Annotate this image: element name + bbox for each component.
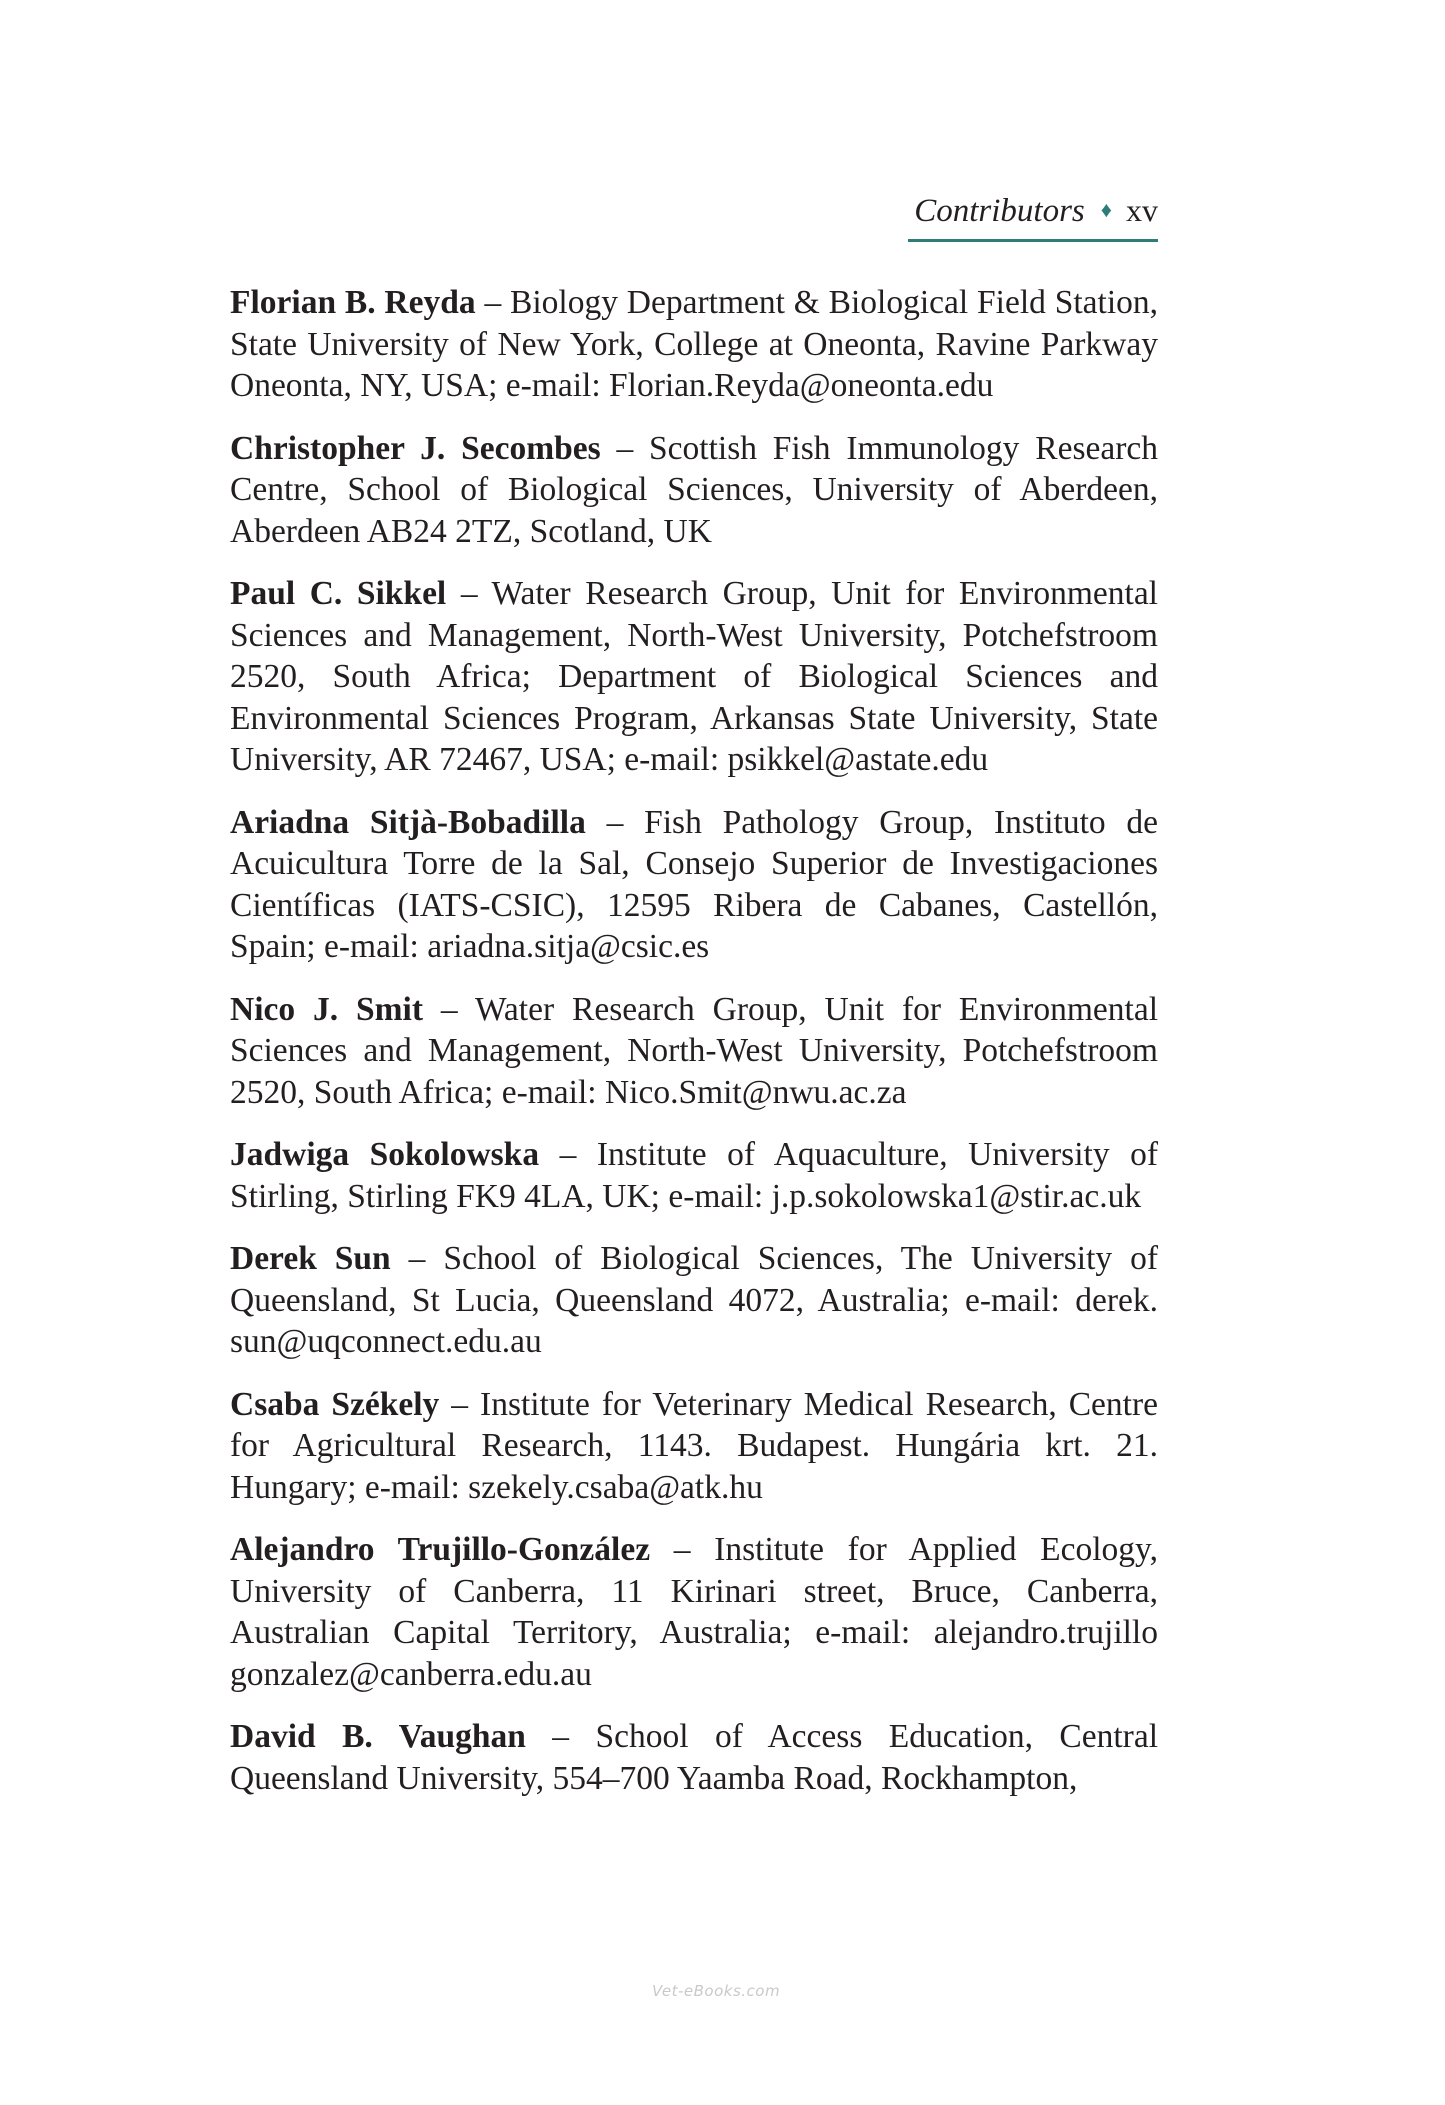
contributor-entry [230, 573, 1158, 781]
contributor-affiliation: Biology Department & Biological Field Station, State University of New York, College at Oneonta, Ravine Parkway Oneonta, NY, USA; e-mail: Florian.Reyda@oneonta.edu [230, 284, 1158, 404]
name-dash: – [600, 429, 650, 467]
contributor-entry [230, 1529, 1158, 1695]
contributor-list [230, 282, 1158, 1820]
contributor-affiliation: School of Access Education, Central Queensland University, 554–700 Yaamba Road, Rockhampton, [230, 1718, 1159, 1797]
name-dash: – [585, 803, 645, 841]
contributor-entry [230, 1384, 1158, 1509]
page-number: xv [1126, 192, 1158, 228]
contributor-entry [230, 802, 1158, 968]
name-dash: – [525, 1718, 596, 1755]
contributor-name: Alejandro Trujillo-González [230, 1531, 651, 1568]
running-header-text [914, 190, 1158, 234]
contributor-affiliation: Institute for Applied Ecology, University of Canberra, 11 Kirinari street, Bruce, Canberra, Australian Capital Territory, Australia; e-mail: alejandro.trujillo gonzalez@canberra.edu.au [230, 1531, 1158, 1693]
contributor-affiliation: Scottish Fish Immunology Research Centre, School of Biological Sciences, University of Aberdeen, Aberdeen AB24 2TZ, Scotland, UK [230, 429, 1158, 550]
name-dash: – [423, 990, 475, 1028]
running-header [908, 190, 1158, 242]
contributor-affiliation: Fish Pathology Group, Instituto de Acuicultura Torre de la Sal, Consejo Superior de Investigaciones Científicas (IATS-CSIC), 12595 Ribera de Cabanes, Castellón, Spain; e-mail: ariadna.sitja@csic.es [230, 803, 1158, 965]
contributor-entry [230, 989, 1158, 1114]
contributor-name: Florian B. Reyda [230, 284, 476, 321]
name-dash: – [539, 1136, 597, 1173]
contributor-name: Nico J. Smit [230, 990, 424, 1028]
contributor-name: Paul C. Sikkel [230, 575, 447, 612]
contributor-name: Csaba Székely [230, 1385, 440, 1423]
diamond-separator-icon: ♦ [1100, 197, 1112, 222]
name-dash: – [439, 1385, 481, 1423]
contributor-entry [230, 1238, 1158, 1363]
contributor-entry [230, 1716, 1158, 1799]
name-dash: – [390, 1240, 444, 1277]
contributor-name: David B. Vaughan [230, 1718, 526, 1755]
contributor-affiliation: Water Research Group, Unit for Environmental Sciences and Management, North-West University, Potchefstroom 2520, South Africa; Department of Biological Sciences and Environmental Sciences Program, Arkansas State University, State University, AR 72467, USA; e-mail: psikkel@astate.edu [230, 575, 1158, 778]
name-dash: – [650, 1531, 715, 1568]
contributor-affiliation: Institute of Aquaculture, University of Stirling, Stirling FK9 4LA, UK; e-mail: j.p.sokolowska1@stir.ac.uk [230, 1136, 1158, 1215]
contributor-name: Ariadna Sitjà-Bobadilla [230, 803, 586, 841]
name-dash: – [475, 284, 511, 321]
contributor-name: Jadwiga Sokolowska [230, 1136, 540, 1173]
name-dash: – [446, 575, 492, 612]
contributor-name: Derek Sun [230, 1240, 391, 1277]
contributor-entry [230, 428, 1158, 553]
contributor-affiliation: Institute for Veterinary Medical Research, Centre for Agricultural Research, 1143. Budapest. Hungária krt. 21. Hungary; e-mail: szekely.csaba@atk.hu [230, 1385, 1158, 1506]
contributor-name: Christopher J. Secombes [230, 429, 601, 467]
section-title: Contributors [914, 193, 1085, 229]
contributor-affiliation: School of Biological Sciences, The University of Queensland, St Lucia, Queensland 4072, Australia; e-mail: derek. sun@uqconnect.edu.au [230, 1240, 1159, 1360]
contributor-affiliation: Water Research Group, Unit for Environmental Sciences and Management, North-West University, Potchefstroom 2520, South Africa; e-mail: Nico.Smit@nwu.ac.za [230, 990, 1158, 1111]
contributor-entry [230, 282, 1158, 407]
watermark-logo: Vet-eBooks.com [652, 1982, 781, 2000]
contributor-entry [230, 1134, 1158, 1217]
